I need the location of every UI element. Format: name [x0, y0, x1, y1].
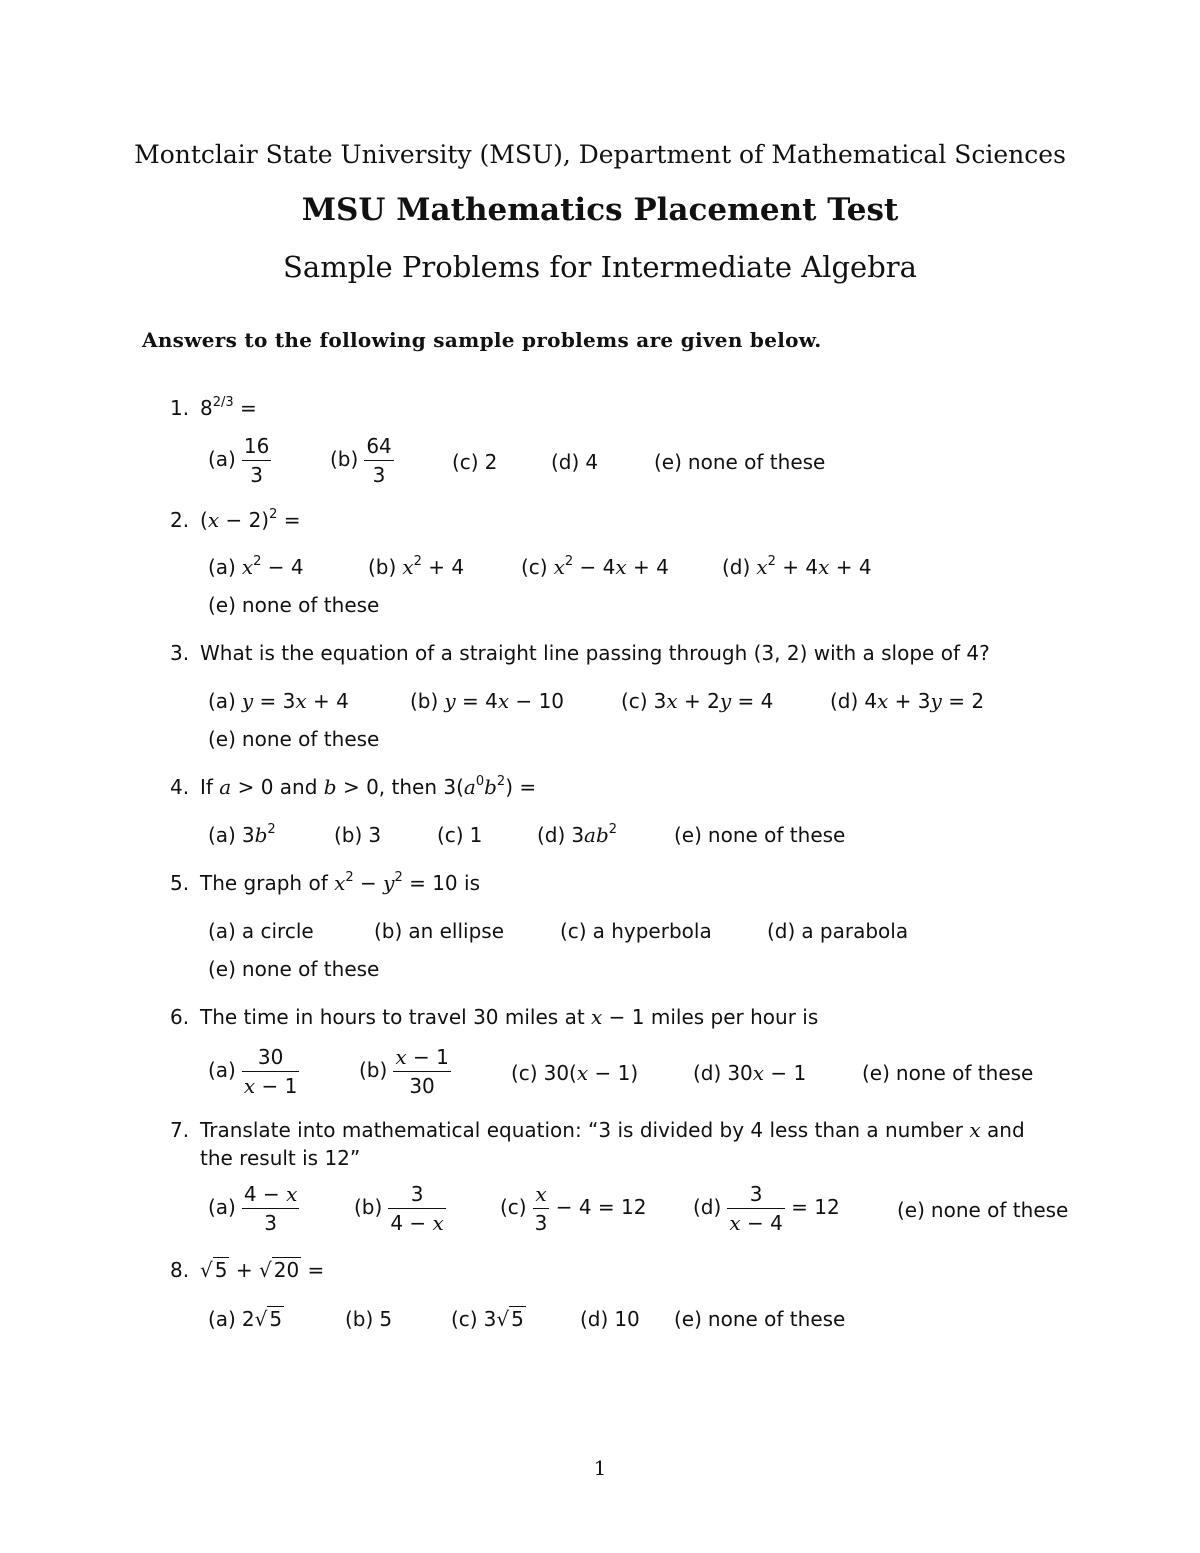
problem-3-question: What is the equation of a straight line passing through (3, 2) with a slope of 4? [200, 641, 990, 665]
problem-2-option-d: (d) $x^2 + 4x + 4$ [722, 554, 872, 579]
problem-4-option-c: (c) 1 [437, 823, 483, 847]
problem-3-option-c: (c) 3x + 2y = 4 [621, 689, 774, 713]
problem-3-option-e: (e) none of these [208, 727, 380, 751]
problem-8-question: √ 5 + √ 20 = [200, 1258, 325, 1282]
problem-1-option-a: (a) $\frac{16}{3}$ [208, 434, 270, 487]
problem-5-number: 5. [170, 871, 190, 895]
problem-1-option-b: (b) $\frac{64}{3}$ [330, 434, 392, 487]
problem-7-option-b: (b) $\frac{3}{4 - x}$ [354, 1182, 444, 1235]
problem-2-option-e: (e) none of these [208, 593, 380, 617]
problem-1-option-e: (e) none of these [654, 450, 826, 474]
department-heading: Montclair State University (MSU), Department of Mathematical Sciences [134, 140, 1066, 169]
problem-4-option-e: (e) none of these [674, 823, 846, 847]
page-subtitle: Sample Problems for Intermediate Algebra [283, 250, 917, 284]
problem-8-option-b: (b) 5 [345, 1307, 393, 1331]
problem-6-option-c: (c) 30(x − 1) [511, 1061, 639, 1085]
problem-7-question-line2: the result is 12” [200, 1146, 361, 1170]
intro-text: Answers to the following sample problems are given below. [142, 328, 822, 352]
problem-2-option-a: (a) $x^2 - 4$ [208, 554, 304, 579]
problem-6-question: The time in hours to travel 30 miles at x − 1 miles per hour is [200, 1005, 819, 1029]
problem-6-option-e: (e) none of these [862, 1061, 1034, 1085]
problem-7-number: 7. [170, 1118, 190, 1142]
problem-4-option-d: (d) $3ab^2$ [537, 822, 618, 847]
problem-2-option-b: (b) $x^2 + 4$ [368, 554, 465, 579]
problem-7-option-d: (d) $\frac{3}{x - 4}$ = 12 [693, 1182, 840, 1235]
problem-1-number: 1. [170, 396, 190, 420]
problem-1-question: $8^{2/3}$ = [200, 395, 257, 420]
problem-3-option-d: (d) 4x + 3y = 2 [830, 689, 985, 713]
problem-3-option-a: (a) y = 3x + 4 [208, 689, 349, 713]
problem-8-option-e: (e) none of these [674, 1307, 846, 1331]
problem-5-option-c: (c) a hyperbola [560, 919, 712, 943]
problem-5-question: The graph of $x^2 - y^2 = 10$ is [200, 870, 480, 895]
problem-3-option-b: (b) y = 4x − 10 [410, 689, 565, 713]
problem-2-question: $(x - 2)^2$ = [200, 507, 301, 532]
page-number: 1 [593, 1456, 607, 1480]
problem-5-option-a: (a) a circle [208, 919, 314, 943]
problem-4-option-b: (b) 3 [334, 823, 382, 847]
problem-6-number: 6. [170, 1005, 190, 1029]
problem-8-number: 8. [170, 1258, 190, 1282]
page-title: MSU Mathematics Placement Test [301, 192, 899, 228]
problem-3-number: 3. [170, 641, 190, 665]
problem-8-option-d: (d) 10 [580, 1307, 640, 1331]
problem-4-question: If a > 0 and b > 0, then $3(a^0b^2)$ = [200, 774, 537, 799]
problem-2-number: 2. [170, 508, 190, 532]
problem-4-number: 4. [170, 775, 190, 799]
problem-7-option-c: (c) $\frac{x}{3}$ − 4 = 12 [500, 1182, 647, 1235]
problem-1-option-d: (d) 4 [551, 450, 599, 474]
problem-6-option-d: (d) 30x − 1 [693, 1061, 807, 1085]
problem-5-option-d: (d) a parabola [767, 919, 909, 943]
problem-6-option-a: (a) $\frac{30}{x - 1}$ [208, 1045, 298, 1098]
problem-8-option-c: (c) 3√ 5 [451, 1307, 524, 1331]
problem-6-option-b: (b) $\frac{x - 1}{30}$ [359, 1045, 449, 1098]
problem-4-option-a: (a) $3b^2$ [208, 822, 276, 847]
problem-5-option-b: (b) an ellipse [374, 919, 504, 943]
problem-7-option-e: (e) none of these [897, 1198, 1069, 1222]
problem-7-option-a: (a) $\frac{4 - x}{3}$ [208, 1182, 298, 1235]
problem-8-option-a: (a) 2√ 5 [208, 1307, 283, 1331]
problem-7-question-line1: Translate into mathematical equation: “3 is divided by 4 less than a number x and [200, 1118, 1025, 1142]
problem-1-option-c: (c) 2 [452, 450, 498, 474]
problem-2-option-c: (c) $x^2 - 4x + 4$ [521, 554, 669, 579]
problem-5-option-e: (e) none of these [208, 957, 380, 981]
